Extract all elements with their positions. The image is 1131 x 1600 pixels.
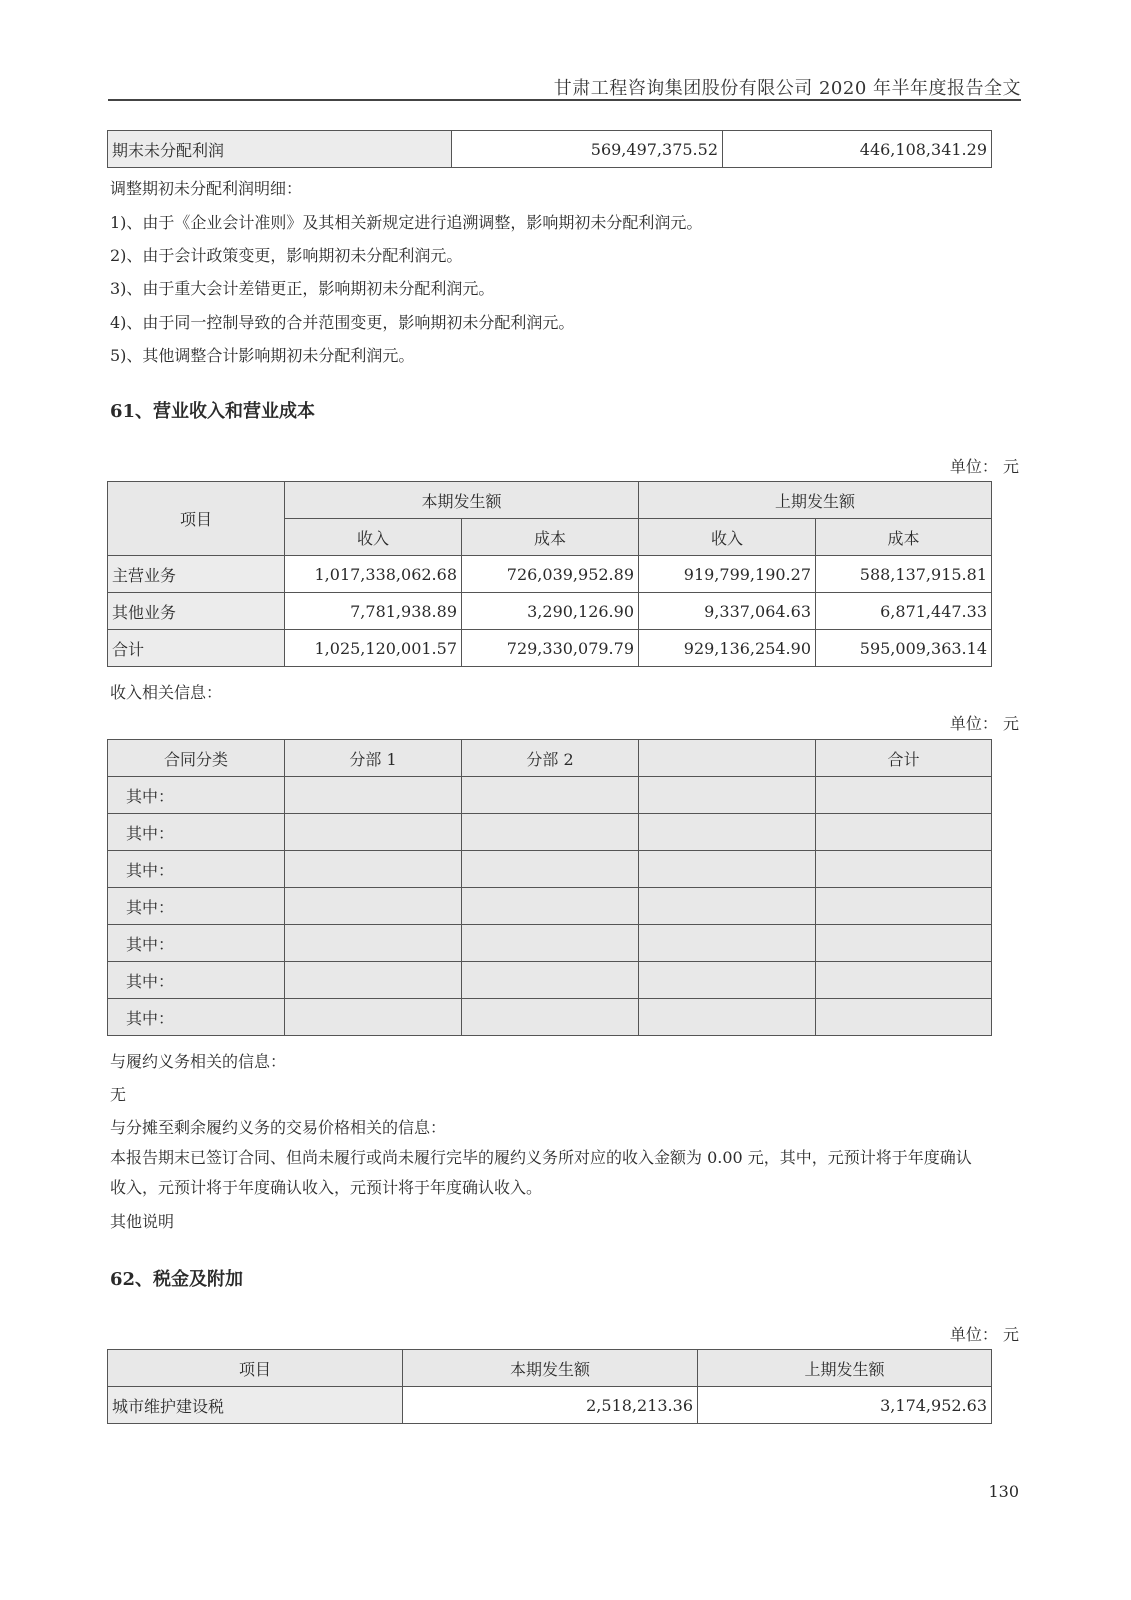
table-row <box>108 1387 992 1424</box>
unit-label: 单位： 元 <box>949 714 1019 733</box>
header-row <box>108 740 992 777</box>
table-row <box>108 888 992 925</box>
cell-value: 9,337,064.63 <box>639 593 816 630</box>
group-previous-header: 上期发生额 <box>639 482 992 519</box>
col-header: 合同分类 <box>108 740 285 777</box>
cell-value: 3,290,126.90 <box>462 593 639 630</box>
table-row <box>108 593 992 630</box>
row-label: 主营业务 <box>108 556 285 593</box>
allocation-text: 收入，元预计将于年度确认收入，元预计将于年度确认收入。 <box>110 1178 543 1197</box>
table-row <box>108 630 992 667</box>
sub-cost-header: 成本 <box>462 519 639 556</box>
row-label: 期末未分配利润 <box>108 131 452 168</box>
col-header: 本期发生额 <box>403 1350 698 1387</box>
col-header: 分部 2 <box>462 740 639 777</box>
report-header-title: 甘肃工程咨询集团股份有限公司 2020 年半年度报告全文 <box>553 78 1021 99</box>
current-value: 569,497,375.52 <box>452 131 723 168</box>
cell-value: 7,781,938.89 <box>285 593 462 630</box>
table-row <box>108 814 992 851</box>
cell-value: 595,009,363.14 <box>816 630 992 667</box>
adjust-item: 2)、由于会计政策变更，影响期初未分配利润元。 <box>110 246 463 265</box>
row-label: 城市维护建设税 <box>108 1387 403 1424</box>
row-label: 合计 <box>108 630 285 667</box>
cell-value: 3,174,952.63 <box>698 1387 992 1424</box>
adjust-item: 4)、由于同一控制导致的合并范围变更，影响期初未分配利润元。 <box>110 313 575 332</box>
col-item-header: 项目 <box>108 482 285 556</box>
other-notes: 其他说明 <box>110 1212 175 1231</box>
sub-revenue-header: 收入 <box>285 519 462 556</box>
table-row <box>108 962 992 999</box>
sub-revenue-header: 收入 <box>639 519 816 556</box>
previous-value: 446,108,341.29 <box>723 131 992 168</box>
row-label: 其中： <box>108 999 285 1036</box>
table-row <box>108 851 992 888</box>
cell-value: 2,518,213.36 <box>403 1387 698 1424</box>
table-row <box>108 131 992 168</box>
col-header: 项目 <box>108 1350 403 1387</box>
group-current-header: 本期发生额 <box>285 482 639 519</box>
section-62-heading: 62、税金及附加 <box>110 1269 244 1290</box>
header-divider <box>108 99 1021 101</box>
adjust-title: 调整期初未分配利润明细： <box>110 179 303 198</box>
row-label: 其中： <box>108 851 285 888</box>
unit-label: 单位： 元 <box>949 1325 1019 1344</box>
table-row <box>108 556 992 593</box>
section-61-heading: 61、营业收入和营业成本 <box>110 401 316 422</box>
col-header <box>639 740 816 777</box>
row-label: 其中： <box>108 814 285 851</box>
revenue-info-label: 收入相关信息： <box>110 683 223 702</box>
unit-label: 单位： 元 <box>949 457 1019 476</box>
col-header: 合计 <box>816 740 992 777</box>
row-label: 其中： <box>108 888 285 925</box>
performance-label: 与履约义务相关的信息： <box>110 1052 287 1071</box>
page-number: 130 <box>988 1482 1019 1501</box>
header-row <box>108 1350 992 1387</box>
cell-value: 726,039,952.89 <box>462 556 639 593</box>
adjust-item: 3)、由于重大会计差错更正，影响期初未分配利润元。 <box>110 279 495 298</box>
taxes-table <box>107 1349 992 1424</box>
sub-cost-header: 成本 <box>816 519 992 556</box>
row-label: 其中： <box>108 925 285 962</box>
performance-value: 无 <box>110 1085 127 1104</box>
table-row <box>108 999 992 1036</box>
row-label: 其中： <box>108 962 285 999</box>
adjust-item: 1)、由于《企业会计准则》及其相关新规定进行追溯调整，影响期初未分配利润元。 <box>110 213 703 232</box>
cell-value: 919,799,190.27 <box>639 556 816 593</box>
row-label: 其中： <box>108 777 285 814</box>
cell-value: 929,136,254.90 <box>639 630 816 667</box>
col-header: 上期发生额 <box>698 1350 992 1387</box>
cell-value: 1,017,338,062.68 <box>285 556 462 593</box>
row-label: 其他业务 <box>108 593 285 630</box>
header-row <box>108 482 992 519</box>
revenue-cost-table <box>107 481 992 667</box>
cell-value: 588,137,915.81 <box>816 556 992 593</box>
cell-value: 729,330,079.79 <box>462 630 639 667</box>
cell-value: 1,025,120,001.57 <box>285 630 462 667</box>
col-header: 分部 1 <box>285 740 462 777</box>
cell-value: 6,871,447.33 <box>816 593 992 630</box>
table-row <box>108 925 992 962</box>
undistributed-profit-table <box>107 130 992 168</box>
contract-classification-table <box>107 739 992 1036</box>
table-row <box>108 777 992 814</box>
adjust-item: 5)、其他调整合计影响期初未分配利润元。 <box>110 346 415 365</box>
allocation-text: 本报告期末已签订合同、但尚未履行或尚未履行完毕的履约义务所对应的收入金额为 0.00 元，其中，元预计将于年度确认 <box>110 1148 972 1167</box>
allocation-label: 与分摊至剩余履约义务的交易价格相关的信息： <box>110 1118 447 1137</box>
